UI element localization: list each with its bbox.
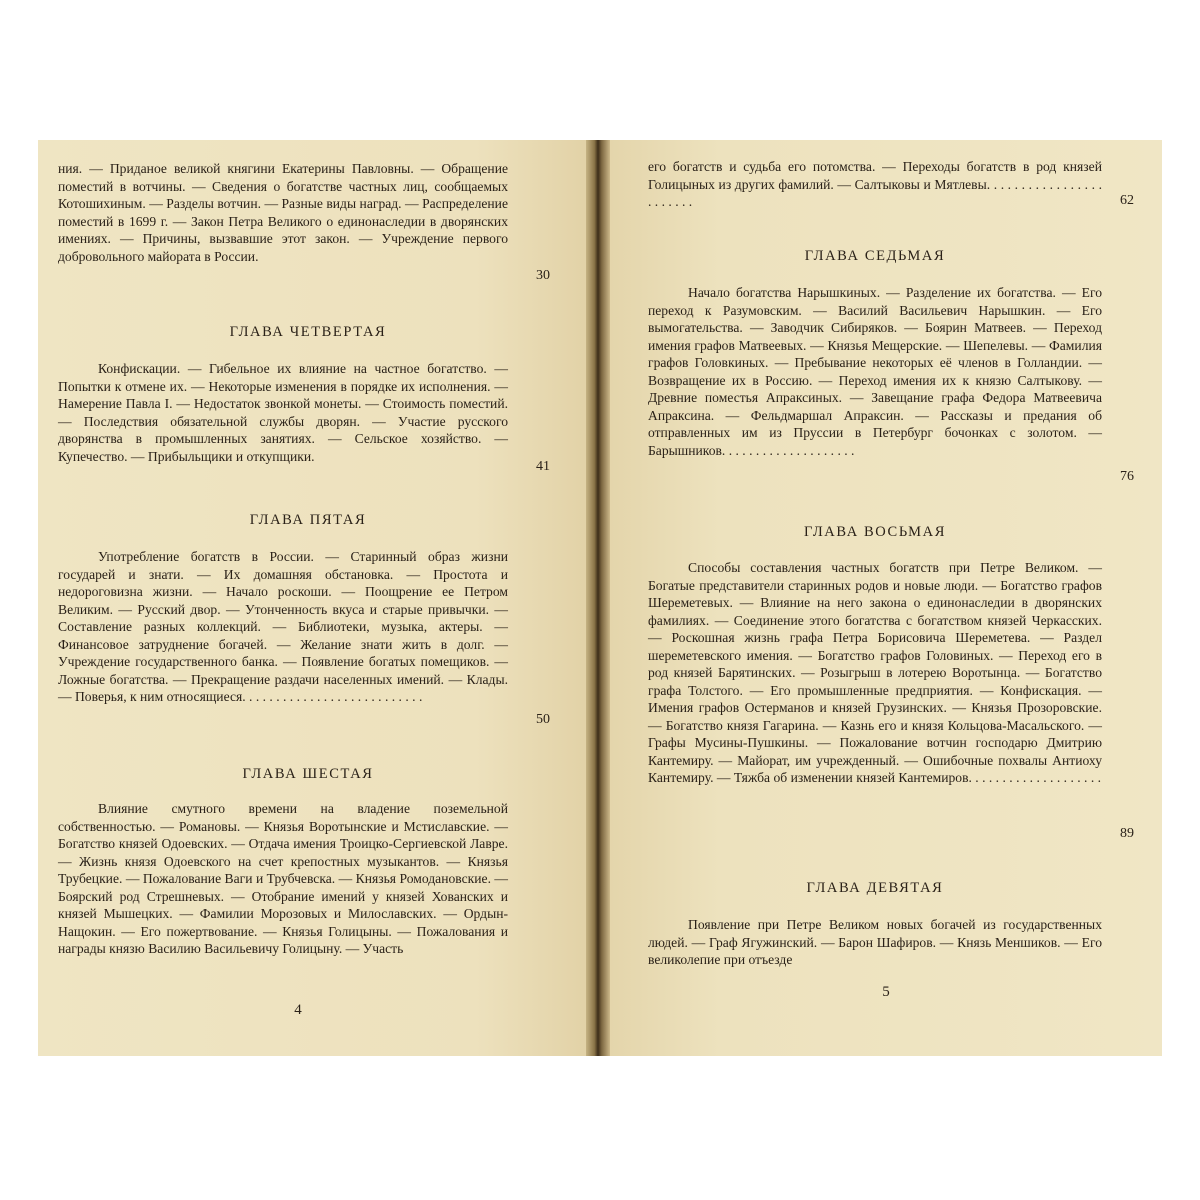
toc-entry-page: 62 <box>1120 193 1134 208</box>
page-number: 5 <box>882 984 890 1000</box>
book-spine <box>586 140 610 1056</box>
chapter-heading: ГЛАВА ВОСЬМАЯ <box>803 524 947 540</box>
toc-entry-text: Появление при Петре Великом новых богачей из государственных людей. — Граф Ягужинский. — Барон Шафиров. — Князь Меншиков. — Его великолепие при отъезде <box>648 917 1102 967</box>
toc-entry-page: 50 <box>536 712 550 727</box>
toc-entry-text: Влияние смутного времени на владение поземельной собственностью. — Романовы. — Князья Воротынские и Мстиславские. — Богатство князей Одоевских. — Отдача имения Троицко-Сергиевской Лавре. — Жизнь князя Одоевского на счет крепостных музыкантов. — Князья Трубецкие. — Пожалование Ваги и Трубчевска. — Князья Ромодановские. — Боярский род Стрешневых. — Отобрание имений у князей Хованских и князей Мышецких. — Фамилии Морозовых и Милославских. — Ордын-Нащокин. — Его пожертвование. — Князья Голицыны. — Пожалования и награды князю Василию Васильевичу Голицыну. — Участь <box>58 801 508 956</box>
toc-entry-page: 30 <box>536 268 550 283</box>
page-number: 4 <box>294 1002 302 1018</box>
toc-entry-text: Употребление богатств в России. — Старинный образ жизни государей и знати. — Их домашняя обстановка. — Простота и недороговизна жизни. — Начало роскоши. — Поощрение ее Петром Великим. — Русский двор. — Утонченность вкуса и старые привычки. — Составление разных коллекций. — Библиотеки, музыка, актеры. — Финансовое затруднение богачей. — Желание знати жить в долг. — Учреждение государственного банка. — Появление богатых помещиков. — Ложные богатства. — Прекращение раздачи населенных имений. — Клады. — Поверья, к ним относящиеся. . . . . . . . . . . . . . . . . . . . . . . . . . . <box>58 549 508 704</box>
chapter-heading: ГЛАВА ШЕСТАЯ <box>242 766 374 782</box>
toc-entry-text: ния. — Приданое великой княгини Екатерины Павловны. — Обращение поместий в вотчины. — Сведения о богатстве частных лиц, сообщаемых Котошихиным. — Разделы вотчин. — Разные виды наград. — Распределение поместий в 1699 г. — Закон Петра Великого о единонаследии в дворянских имениях. — Причины, вызвавшие этот закон. — Учреждение первого добровольного майората в России. <box>58 161 508 264</box>
toc-entry-text: его богатств и судьба его потомства. — Переходы богатств в род князей Голицыных из других фамилий. — Салтыковы и Мятлевы. . . . . . . . . . . . . . . . . . . . . . . . <box>648 159 1102 209</box>
toc-entry-page: 76 <box>1120 469 1134 484</box>
chapter-heading: ГЛАВА ПЯТАЯ <box>249 512 367 528</box>
chapter-heading: ГЛАВА ЧЕТВЕРТАЯ <box>229 324 387 340</box>
left-page <box>38 140 586 1056</box>
toc-entry-page: 89 <box>1120 826 1134 841</box>
right-page <box>610 140 1162 1056</box>
toc-entry-text: Конфискации. — Гибельное их влияние на частное богатство. — Попытки к отмене их. — Некоторые изменения в порядке их исполнения. — Намерение Павла I. — Недостаток звонкой монеты. — Стоимость поместий. — Последствия обязательной службы дворян. — Участие русского дворянства в промышленных занятиях. — Сельское хозяйство. — Купечество. — Прибыльщики и откупщики. <box>58 361 508 464</box>
chapter-heading: ГЛАВА СЕДЬМАЯ <box>804 248 946 264</box>
toc-entry-text: Начало богатства Нарышкиных. — Разделение их богатства. — Его переход к Разумовским. — Василий Васильевич Нарышкин. — Его вымогательства. — Заводчик Сибиряков. — Боярин Матвеев. — Переход имения графов Матвеевых. — Князья Мещерские. — Шепелевы. — Фамилия графов Головкиных. — Пребывание некоторых её членов в Голландии. — Возвращение их в Россию. — Переход имения их к князю Салтыкову. — Древние поместья Апраксиных. — Завещание графа Федора Матвеевича Апраксина. — Фельдмаршал Апраксин. — Рассказы и предания об отправленных им из Пруссии в Петербург бочонках с золотом. — Барышников. . . . . . . . . . . . . . . . . . . . <box>648 285 1102 458</box>
toc-entry-page: 41 <box>536 459 550 474</box>
open-book <box>38 140 1162 1056</box>
chapter-heading: ГЛАВА ДЕВЯТАЯ <box>806 880 944 896</box>
toc-entry-text: Способы составления частных богатств при Петре Великом. — Богатые представители старинных родов и новые люди. — Богатство графов Шереметевых. — Влияние на него закона о единонаследии в дворянских фамилиях. — Соединение этого богатства с богатством князей Черкасских. — Роскошная жизнь графа Петра Борисовича Шереметева. — Раздел шереметевского имения. — Богатство графов Головиных. — Переход его в род князей Барятинских. — Розыгрыш в лотерею Воротынца. — Богатство графа Толстого. — Его промышленные предприятия. — Конфискация. — Имения графов Остерманов и князей Грузинских. — Князья Прозоровские. — Богатство князя Гагарина. — Казнь его и князя Кольцова-Масальского. — Графы Мусины-Пушкины. — Пожалование вотчин господарю Дмитрию Кантемиру. — Майорат, им учрежденный. — Ошибочные похвалы Антиоху Кантемиру. — Тяжба об изменении князей Кантемиров. . . . . . . . . . . . . . . . . . . . <box>648 560 1102 785</box>
